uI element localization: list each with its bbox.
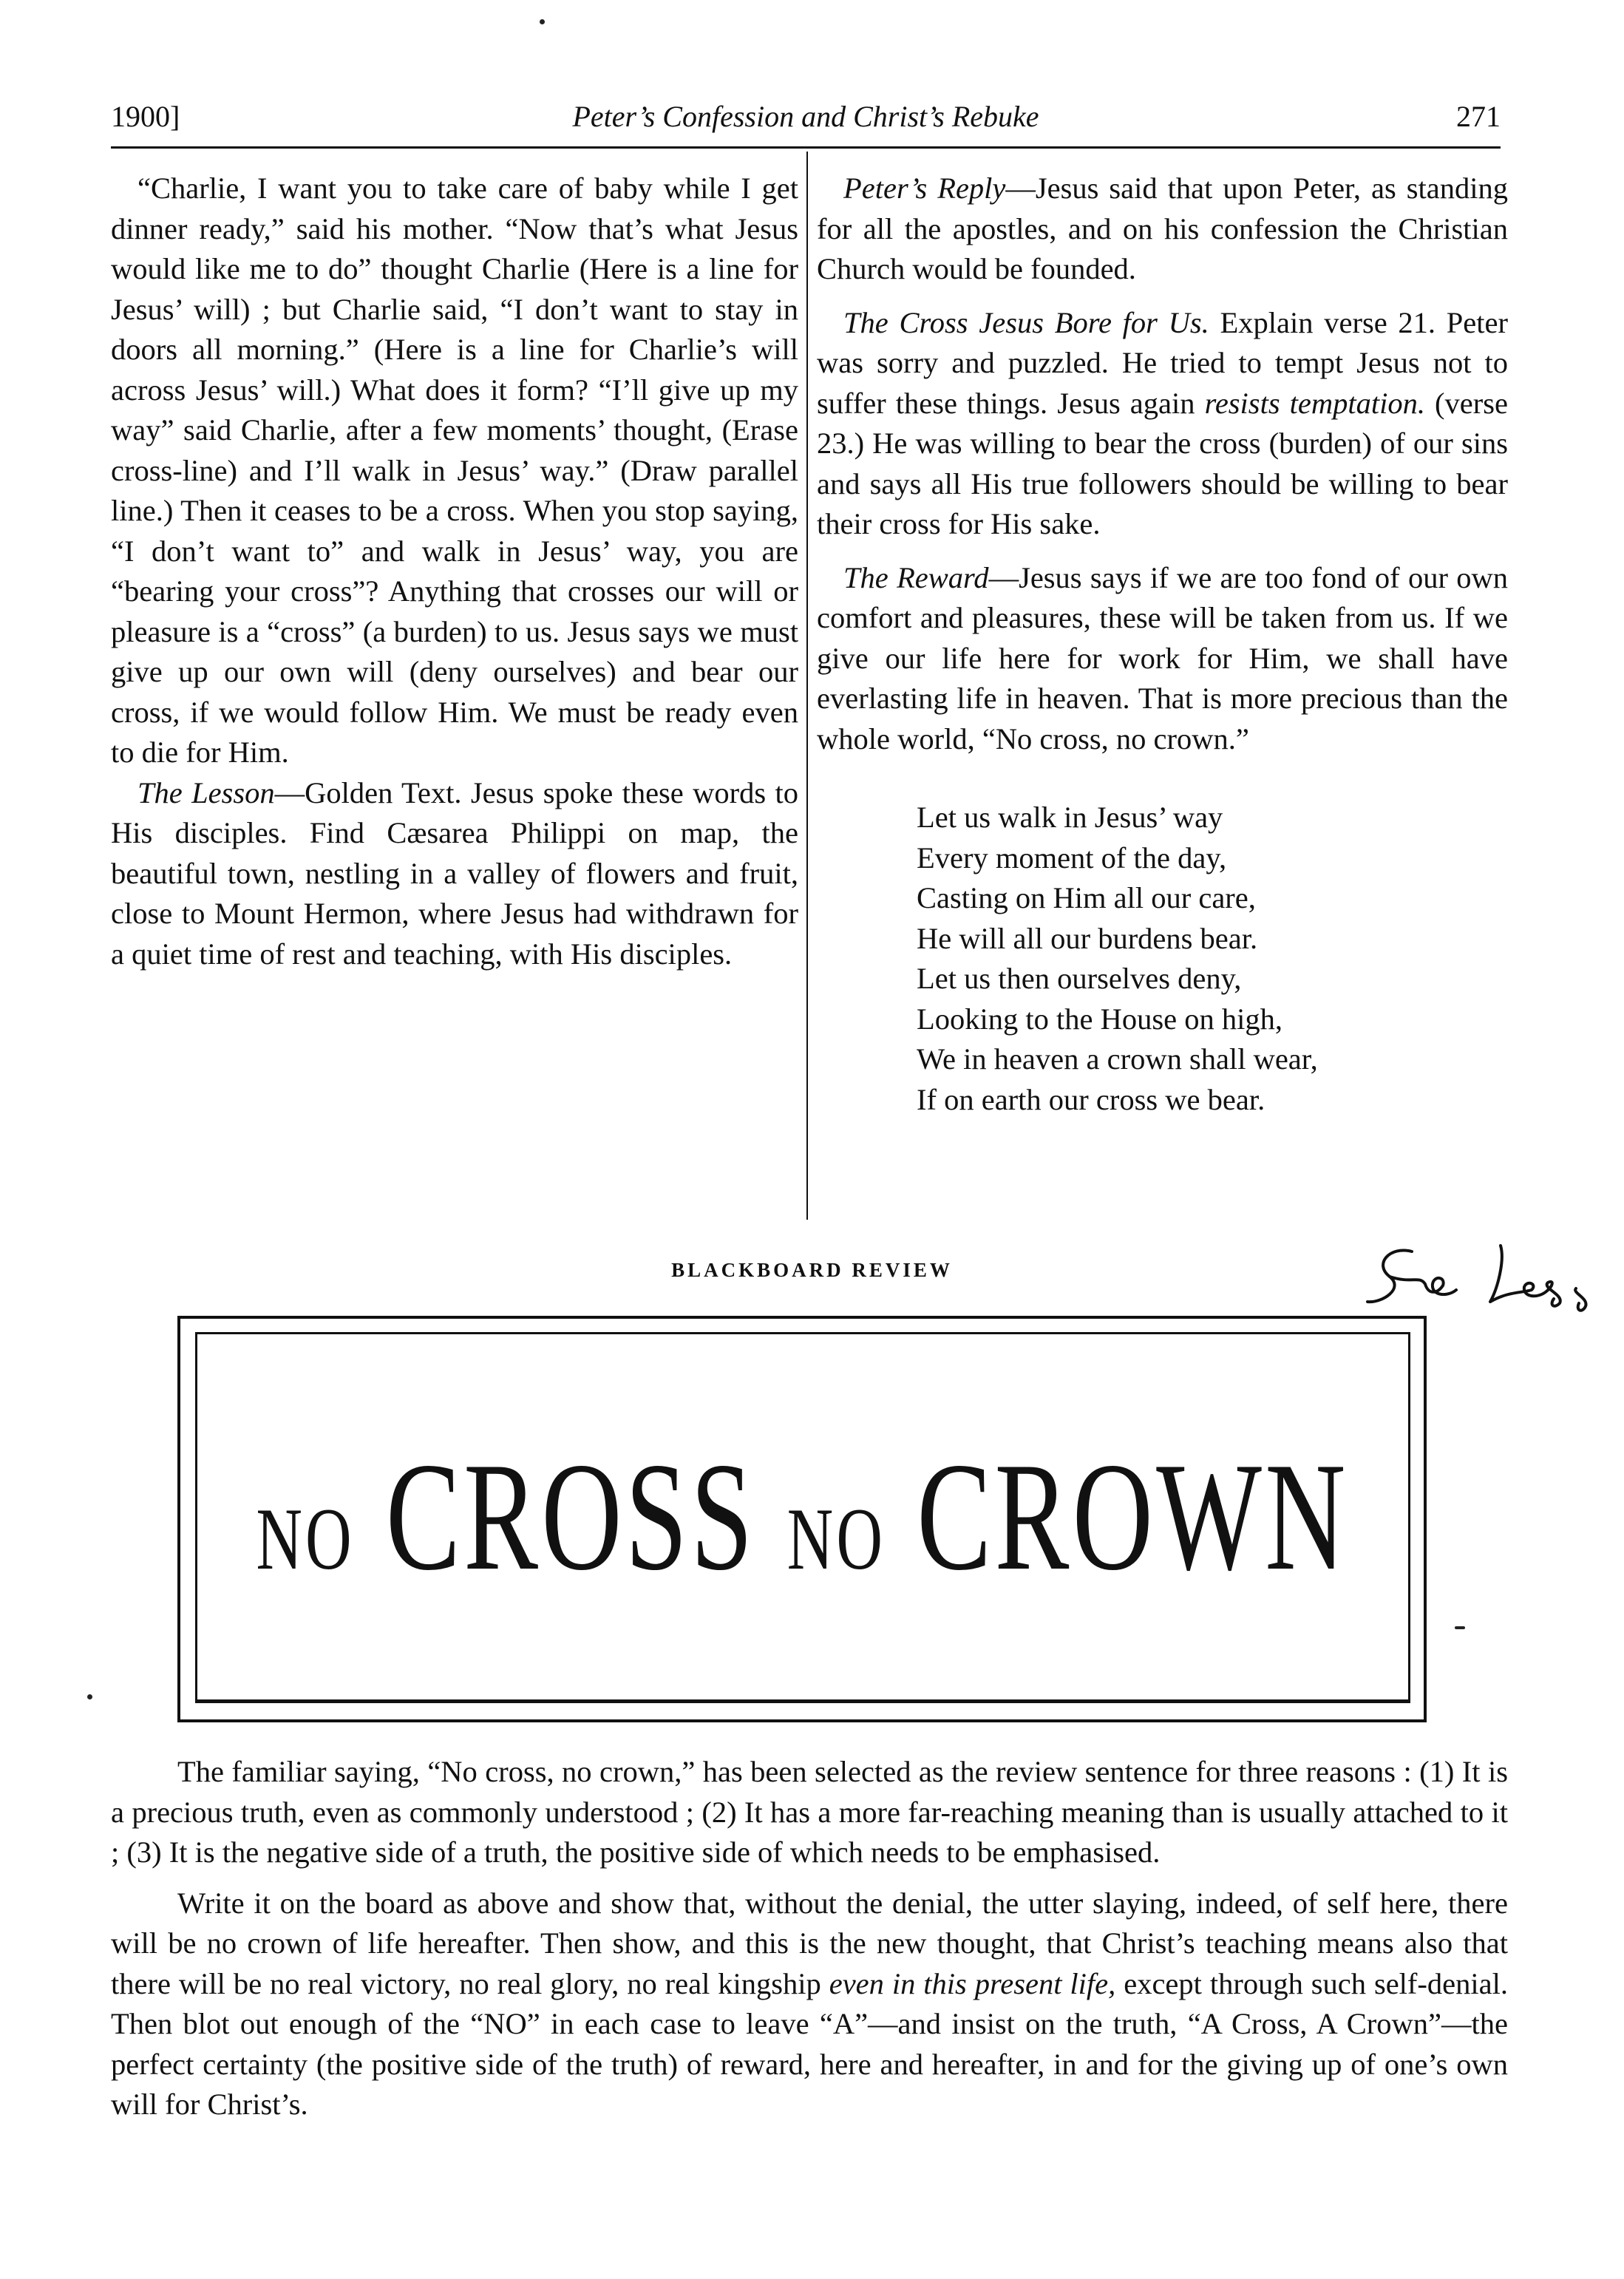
ink-speck-board <box>1455 1626 1465 1629</box>
poem-line: He will all our burdens bear. <box>917 921 1258 955</box>
board-word-no: NO <box>787 1490 886 1588</box>
review-body-a: Write it on the board as above and show that, without the denial, the utter slaying, indeed, of self here, there will be no crown of life hereafter. Then show, and this is the new thought, that Christ’s teaching means also that there will be no real victory, no real glory, no real kingship <box>111 1886 1508 2000</box>
reward-body: —Jesus says if we are too fond of our own comfort and pleasures, these will be taken from us. If we give our life here for work for Him, we shall have everlasting life in heaven. That is more precious than the whole world, “No cross, no crown.” <box>817 560 1508 755</box>
blackboard-frame <box>177 1316 1427 1722</box>
review-paragraph-1: The familiar saying, “No cross, no crown,” has been selected as the review sentence for three reasons : (1) It is a precious truth, even as commonly understood ; (2) It has a more far-reaching meaning than is usually attached to it ; (3) It is the negative side of a truth, the positive side of which needs to be emphasised. <box>111 1755 1508 1869</box>
lesson-heading: The Lesson <box>137 775 275 809</box>
lesson-body: —Golden Text. Jesus spoke these words to His disciples. Find Cæsarea Philippi on map, the beautiful town, nestling in a valley of flowers and fruit, close to Mount Hermon, where Jesus had withdrawn for a quiet time of rest and teaching, with His disciples. <box>111 775 799 971</box>
right-column <box>817 169 1508 1120</box>
ink-speck-top <box>540 19 545 24</box>
poem-line: We in heaven a crown shall wear, <box>917 1042 1318 1076</box>
peters-reply-heading: Peter’s Reply <box>843 171 1006 205</box>
poem-line: Let us walk in Jesus’ way <box>917 801 1223 834</box>
review-emphasis: even in this present life, <box>829 1966 1116 2000</box>
board-word-crown: CROWN <box>917 1431 1350 1603</box>
poem-line: Looking to the House on high, <box>917 1002 1282 1036</box>
poem-line: If on earth our cross we bear. <box>917 1082 1265 1116</box>
left-paragraph-2 <box>111 773 798 975</box>
page-number: 271 <box>1456 100 1501 133</box>
header-year: 1900] <box>111 100 180 133</box>
board-word-cross: CROSS <box>386 1431 757 1603</box>
blackboard-review-label: BLACKBOARD REVIEW <box>671 1259 953 1281</box>
blackboard-text <box>256 1431 1350 1603</box>
cross-body-b: (verse 23.) He was willing to bear the cross (burden) of our sins and says all His true followers should be willing to bear their cross for His sake. <box>817 386 1508 540</box>
review-text <box>111 1752 1508 2125</box>
peters-reply-body: —Jesus said that upon Peter, as standing for all the apostles, and on his confession the Christian Church would be founded. <box>817 171 1508 285</box>
running-header <box>111 95 1501 139</box>
review-paragraph-2 <box>111 1884 1508 2125</box>
cross-body-a: Explain verse 21. Peter was sorry and puzzled. He tried to tempt Jesus not to suffer these things. Jesus again <box>817 305 1509 420</box>
review-body-b: except through such self-denial. Then blot out enough of the “NO” in each case to leave “A”—and insist on the truth, “A Cross, A Crown”—the perfect certainty (the positive side of the truth) of reward, here and hereafter, in and for the giving up of one’s own will for Christ’s. <box>111 1966 1508 2121</box>
board-word-no: NO <box>256 1490 356 1588</box>
hymn-verse <box>917 798 1508 1120</box>
ink-speck-left <box>87 1694 92 1699</box>
poem-line: Let us then ourselves deny, <box>917 962 1242 995</box>
poem-line: Every moment of the day, <box>917 840 1227 874</box>
blackboard-inner-frame <box>195 1332 1410 1703</box>
left-paragraph-1: “Charlie, I want you to take care of baby while I get dinner ready,” said his mother. “Now that’s what Jesus would like me to do” thought Charlie (Here is a line for Jesus’ will) ; but Charlie said, “I don’t want to stay in doors all morning.” (Here is a line for Charlie’s will across Jesus’ will.) What does it form? “I’ll give up my way” said Charlie, after a few moments’ thought, (Erase cross-line) and I’ll walk in Jesus’ way.” (Draw parallel line.) Then it ceases to be a cross. When you stop saying, “I don’t want to” and walk in Jesus’ way, you are “bearing your cross”? Anything that crosses our will or pleasure is a “cross” (a burden) to us. Jesus says we must give up our own will (deny ourselves) and bear our cross, if we would follow Him. We must be ready even to die for Him. <box>111 171 798 769</box>
right-paragraph-1 <box>817 169 1508 290</box>
header-title: Peter’s Confession and Christ’s Rebuke <box>572 100 1039 133</box>
handwritten-signature <box>1360 1231 1611 1319</box>
cross-emphasis: resists temptation. <box>1204 386 1425 420</box>
left-column <box>111 169 798 974</box>
right-paragraph-2 <box>817 303 1508 545</box>
header-rule <box>111 146 1501 149</box>
cross-heading: The Cross Jesus Bore for Us. <box>843 305 1209 339</box>
poem-line: Casting on Him all our care, <box>917 881 1256 914</box>
column-divider <box>806 152 808 1220</box>
right-paragraph-3 <box>817 558 1508 760</box>
reward-heading: The Reward <box>843 560 989 594</box>
